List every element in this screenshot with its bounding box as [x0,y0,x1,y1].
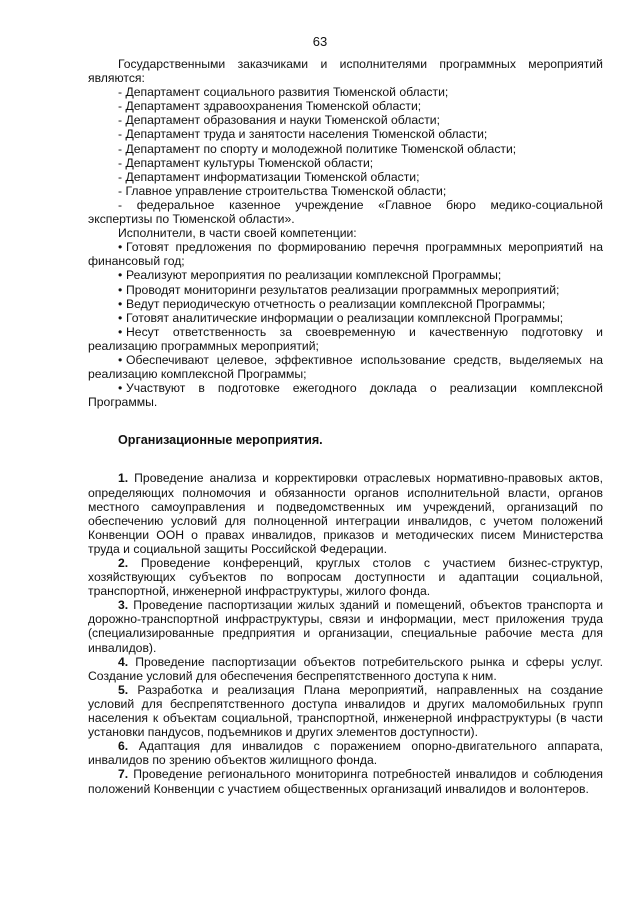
measure-item: 5. Разработка и реализация Плана мероприятий, направленных на создание условий для беспрепятственного доступа инвалидов и других маломобильных групп населения к объектам социальной, транспортной, инженерной инфраструктуры (в части установки пандусов, подъемников и других элементов доступности). [88,682,603,740]
bullet-icon: • [118,296,123,311]
customer-item: - Департамент культуры Тюменской области; [118,155,374,170]
measure-item: 1. Проведение анализа и корректировки отраслевых нормативно-правовых актов, определяющих полномочия и обязанности органов исполнительной власти, органов местного самоуправления и подведомственных им учреждений, организаций по обеспечению условий для полноценной интеграции инвалидов, с учетом положений Конвенции ООН о правах инвалидов, приказов и методических писем Министерства труда и социальной защиты Российской Федерации. [88,471,603,556]
measure-item: 2. Проведение конференций, круглых столов с участием бизнес-структур, хозяйствующих субъектов по вопросам доступности и адаптации социальной, транспортной, инженерной инфраструктуры, жилого фонда. [88,556,603,599]
bullet-icon: • [118,268,123,283]
customer-item: - Департамент информатизации Тюменской области; [118,169,420,184]
section-title: Организационные мероприятия. [118,433,323,448]
measure-item: 4. Проведение паспортизации объектов потребительского рынка и сферы услуг. Создание условий для обеспечения беспрепятственного доступа к ним. [88,654,603,683]
measure-item: 3. Проведение паспортизации жилых зданий и помещений, объектов транспорта и дорожно-транспортной инфраструктуры, связи и информации, мест приложения труда (специализированные предприятия и организации, специальные рабочие места для инвалидов). [88,598,603,655]
customer-item: - Департамент образования и науки Тюменской области; [118,113,440,128]
executor-item: • Несут ответственность за своевременную и качественную подготовку и реализацию программных мероприятий; [88,324,603,353]
intro-paragraph: Государственными заказчиками и исполнителями программных мероприятий являются: [88,57,603,86]
measures-list [88,471,603,795]
customer-item: - Департамент по спорту и молодежной политике Тюменской области; [118,141,517,156]
bullet-icon: • [118,324,123,339]
bullet-icon: • [118,282,123,297]
bullet-icon: • [118,240,123,255]
executors-intro: Исполнители, в части своей компетенции: [118,226,357,241]
bullet-icon: • [118,310,123,325]
customers-list [88,85,603,226]
executor-item: • Ведут периодическую отчетность о реализации комплексной Программы; [118,296,546,311]
customer-item: - Департамент здравоохранения Тюменской области; [118,99,422,114]
executor-item: • Проводят мониторинги результатов реализации программных мероприятий; [118,282,560,297]
executor-item: • Участвуют в подготовке ежегодного доклада о реализации комплексной Программы. [88,381,603,410]
bullet-icon: • [118,352,123,367]
customer-item: - федеральное казенное учреждение «Главное бюро медико-социальной экспертизы по Тюменской области». [88,197,603,227]
bullet-icon: • [118,381,123,396]
customer-item: - Департамент труда и занятости населения Тюменской области; [118,127,488,142]
executor-item: • Обеспечивают целевое, эффективное использование средств, выделяемых на реализацию комплексной Программы; [88,352,603,382]
customer-item: - Главное управление строительства Тюменской области; [118,183,447,198]
executor-item: • Готовят предложения по формированию перечня программных мероприятий на финансовый год; [88,240,603,269]
executor-item: • Реализуют мероприятия по реализации комплексной Программы; [118,268,502,283]
customer-item: - Департамент социального развития Тюменской области; [118,85,449,100]
measure-item: 6. Адаптация для инвалидов с поражением опорно-двигательного аппарата, инвалидов по зрению объектов жилищного фонда. [88,739,604,768]
executors-list [88,240,603,409]
page-content [88,57,603,796]
measure-item: 7. Проведение регионального мониторинга потребностей инвалидов и соблюдения положений Конвенции с участием общественных организаций инвалидов и волонтеров. [88,767,603,796]
page-number: 63 [312,34,328,49]
executor-item: • Готовят аналитические информации о реализации комплексной Программы; [118,310,564,325]
